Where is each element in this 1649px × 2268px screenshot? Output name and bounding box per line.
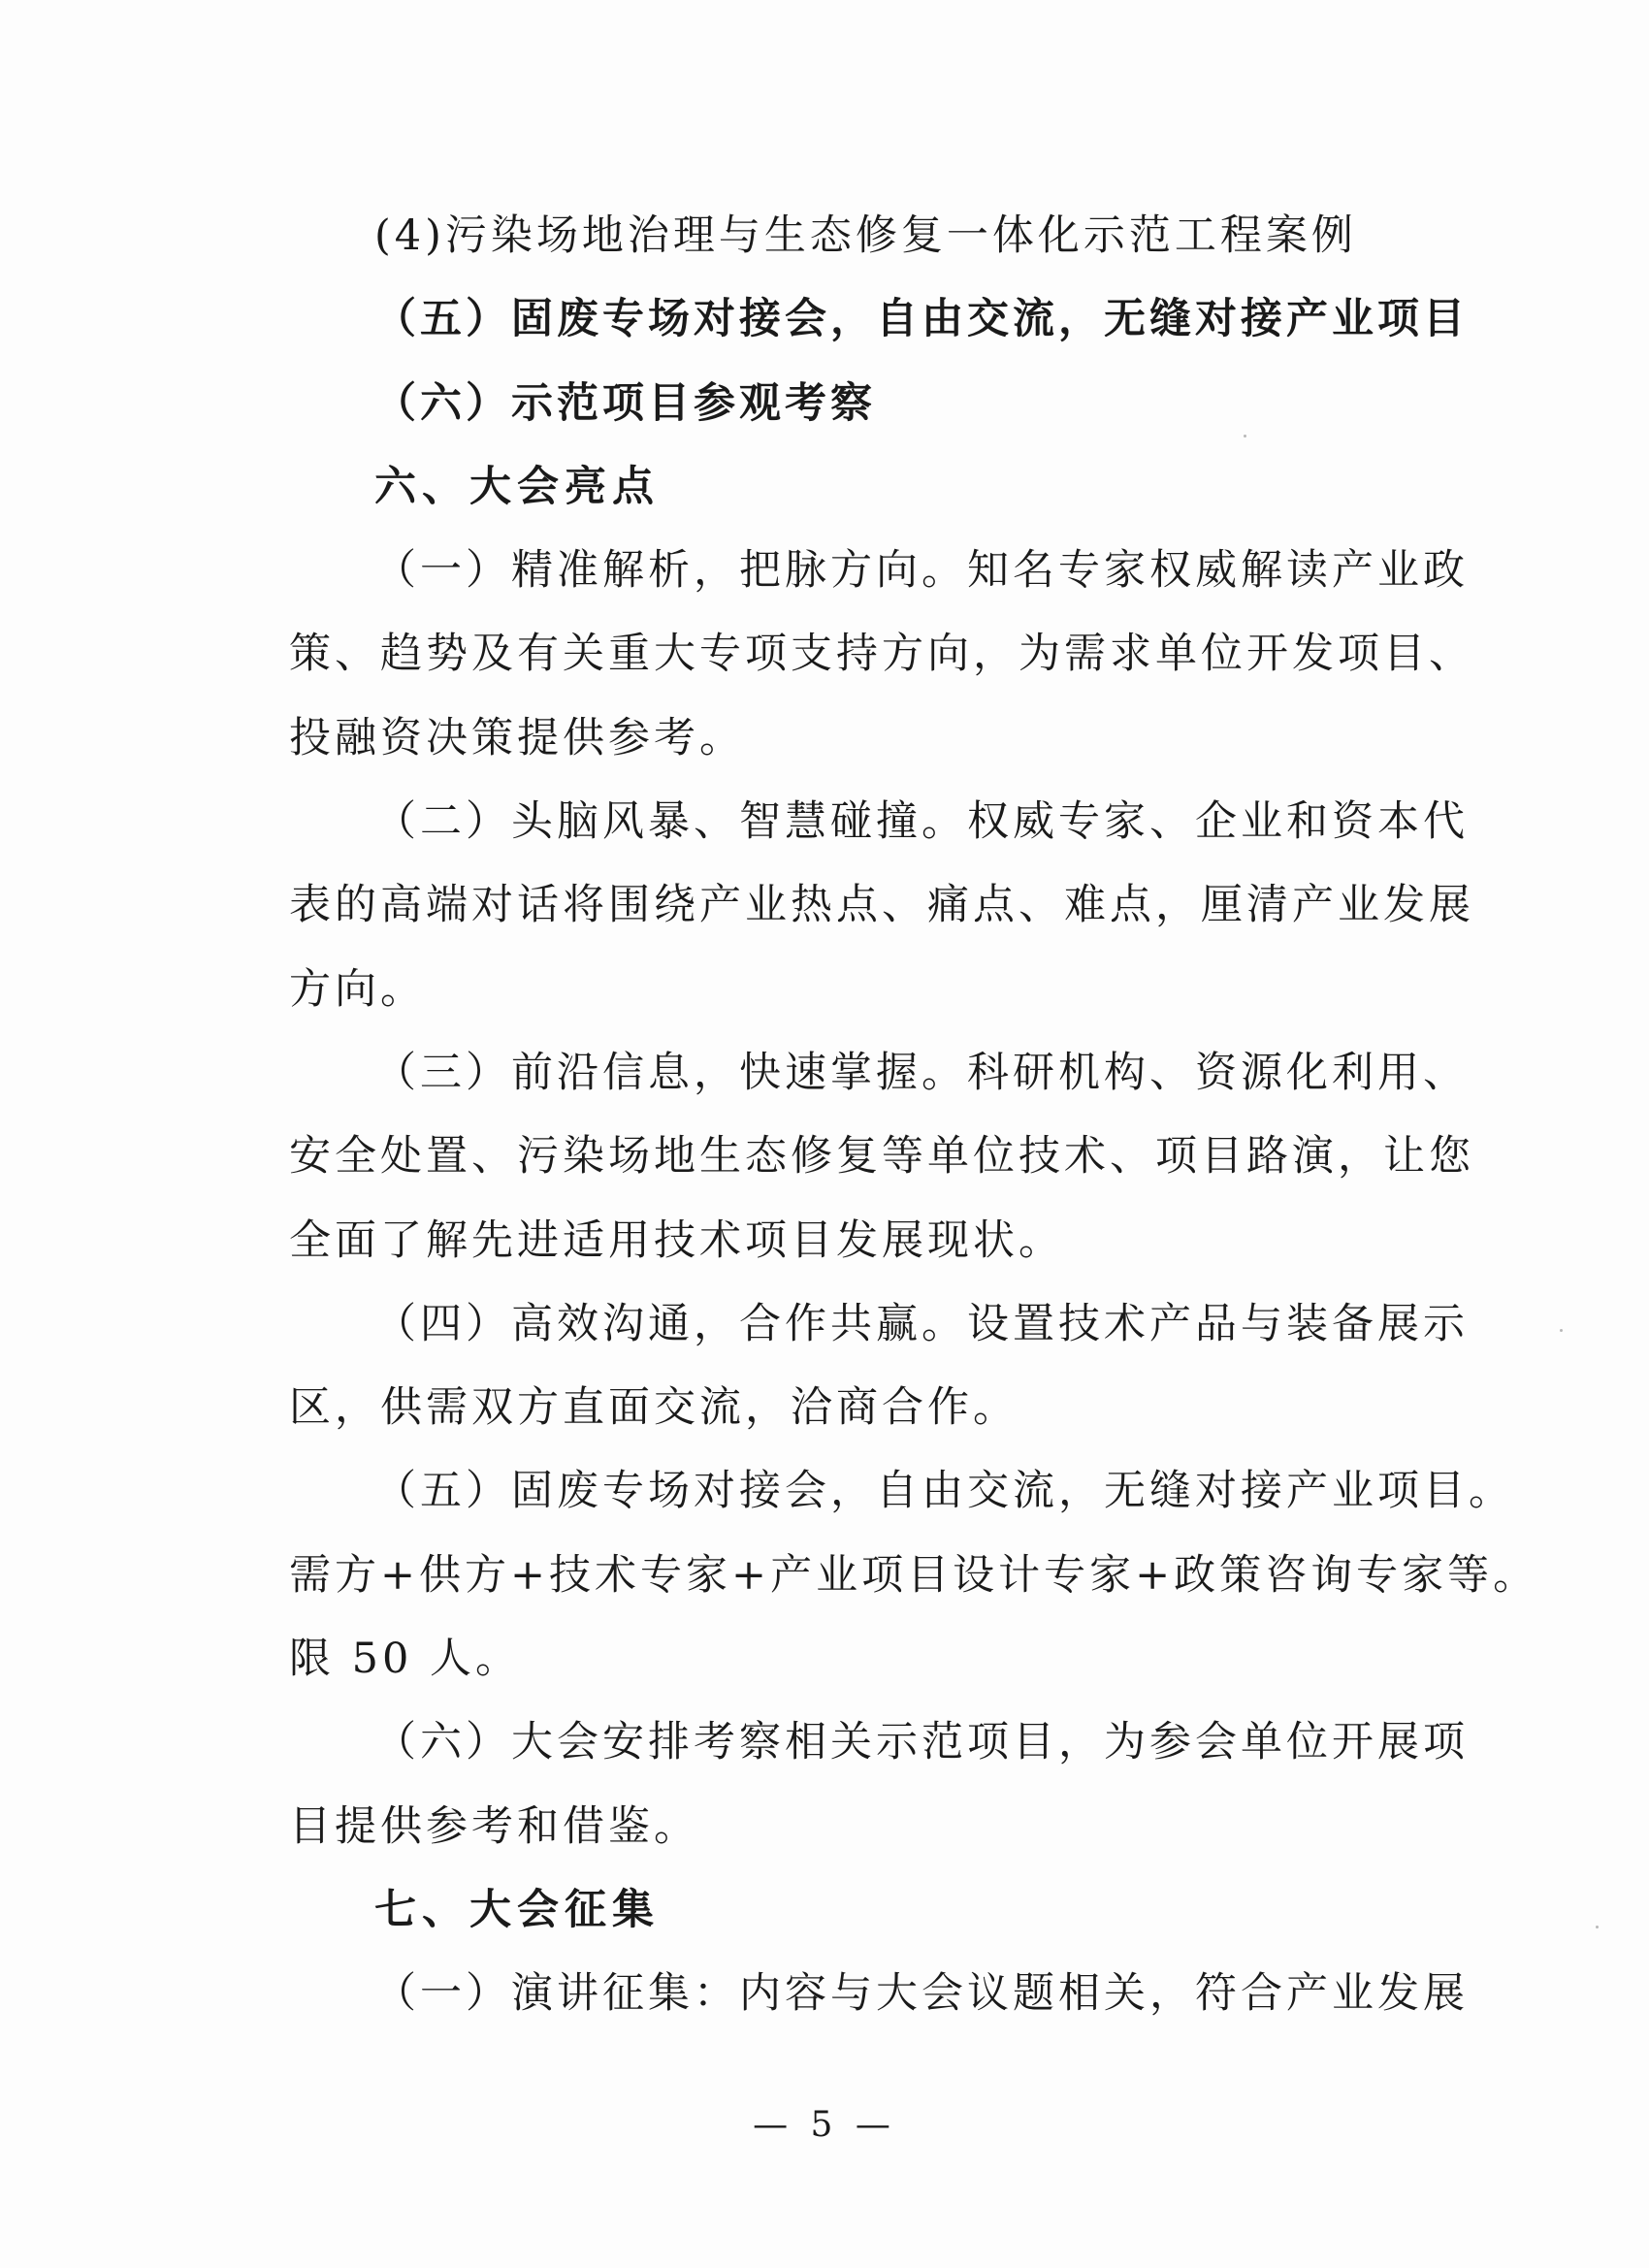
scan-speck — [1596, 1926, 1599, 1928]
body-line-12: 安全处置、污染场地生态修复等单位技术、项目路演，让您 — [289, 1132, 1474, 1182]
body-line-16: （五）固废专场对接会，自由交流，无缝对接产业项目。 — [374, 1467, 1514, 1516]
section-heading-6: 六、大会亮点 — [374, 462, 660, 511]
body-line-17: 需方+供方+技术专家+产业项目设计专家+政策咨询专家等。 — [289, 1550, 1539, 1600]
body-line-6: 策、趋势及有关重大专项支持方向，为需求单位开发项目、 — [289, 630, 1474, 679]
body-line-3: （六）示范项目参观考察 — [374, 378, 876, 428]
page-number: — 5 — — [753, 2105, 896, 2145]
body-line-20: 目提供参考和借鉴。 — [289, 1801, 699, 1851]
section-heading-7: 七、大会征集 — [374, 1885, 660, 1934]
body-line-22: （一）演讲征集：内容与大会议题相关，符合产业发展 — [374, 1969, 1469, 2019]
body-line-18: 限 50 人。 — [289, 1635, 522, 1684]
scan-speck — [1560, 1329, 1563, 1332]
body-line-11: （三）前沿信息，快速掌握。科研机构、资源化利用、 — [374, 1048, 1469, 1097]
body-line-1: (4)污染场地治理与生态修复一体化示范工程案例 — [374, 211, 1357, 260]
body-line-14: （四）高效沟通，合作共赢。设置技术产品与装备展示 — [374, 1299, 1469, 1348]
body-line-15: 区，供需双方直面交流，洽商合作。 — [289, 1383, 1018, 1433]
body-line-2: （五）固废专场对接会，自由交流，无缝对接产业项目 — [374, 295, 1469, 344]
body-line-13: 全面了解先进适用技术项目发展现状。 — [289, 1215, 1064, 1265]
body-line-19: （六）大会安排考察相关示范项目，为参会单位开展项 — [374, 1718, 1469, 1767]
document-body — [289, 194, 1539, 2036]
body-line-10: 方向。 — [289, 964, 426, 1014]
body-line-9: 表的高端对话将围绕产业热点、痛点、难点，厘清产业发展 — [289, 881, 1474, 930]
body-line-5: （一）精准解析，把脉方向。知名专家权威解读产业政 — [374, 546, 1469, 596]
body-line-7: 投融资决策提供参考。 — [289, 713, 745, 762]
body-line-8: （二）头脑风暴、智慧碰撞。权威专家、企业和资本代 — [374, 797, 1469, 847]
